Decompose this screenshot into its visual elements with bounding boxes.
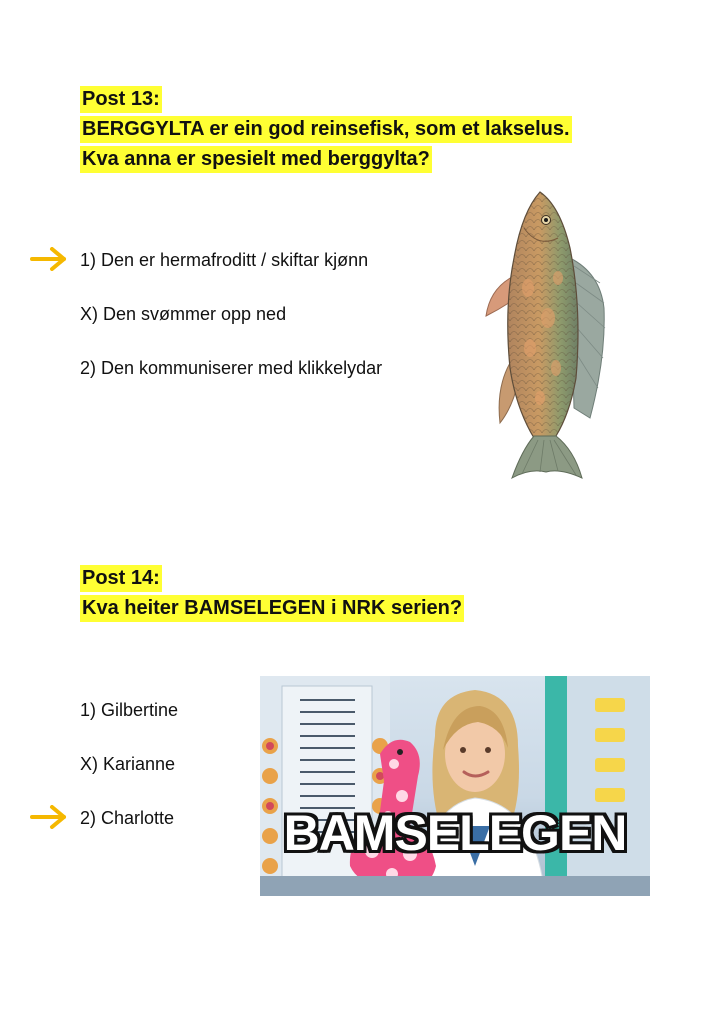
post-14-option-1: 1) Gilbertine [80,700,179,720]
post-14-title: Post 14: [80,565,162,592]
post-13-heading [80,86,572,176]
post-13-question-line-1: BERGGYLTA er ein god reinsefisk, som et lakselus. [80,116,572,143]
post-13-option-2: 2) Den kommuniserer med klikkelydar [80,358,383,378]
answer-arrow-icon [30,247,68,271]
post-13-question-line-2: Kva anna er spesielt med berggylta? [80,146,432,173]
post-14-option-x: X) Karianne [80,754,176,774]
answer-arrow-icon [30,805,68,829]
bamselegen-title: BAMSELEGEN [283,805,627,861]
post-14-question: Kva heiter BAMSELEGEN i NRK serien? [80,595,464,622]
berggylta-fish-image [478,188,618,483]
post-13-options [80,250,382,412]
bamselegen-scene-illustration [260,676,650,896]
post-14-heading [80,565,464,625]
post-13-option-1: 1) Den er hermafroditt / skiftar kjønn [80,250,369,270]
post-14-options [80,700,178,862]
bamselegen-image [260,676,650,896]
post-14-option-2: 2) Charlotte [80,808,175,828]
post-13-title: Post 13: [80,86,162,113]
post-13-option-x: X) Den svømmer opp ned [80,304,287,324]
